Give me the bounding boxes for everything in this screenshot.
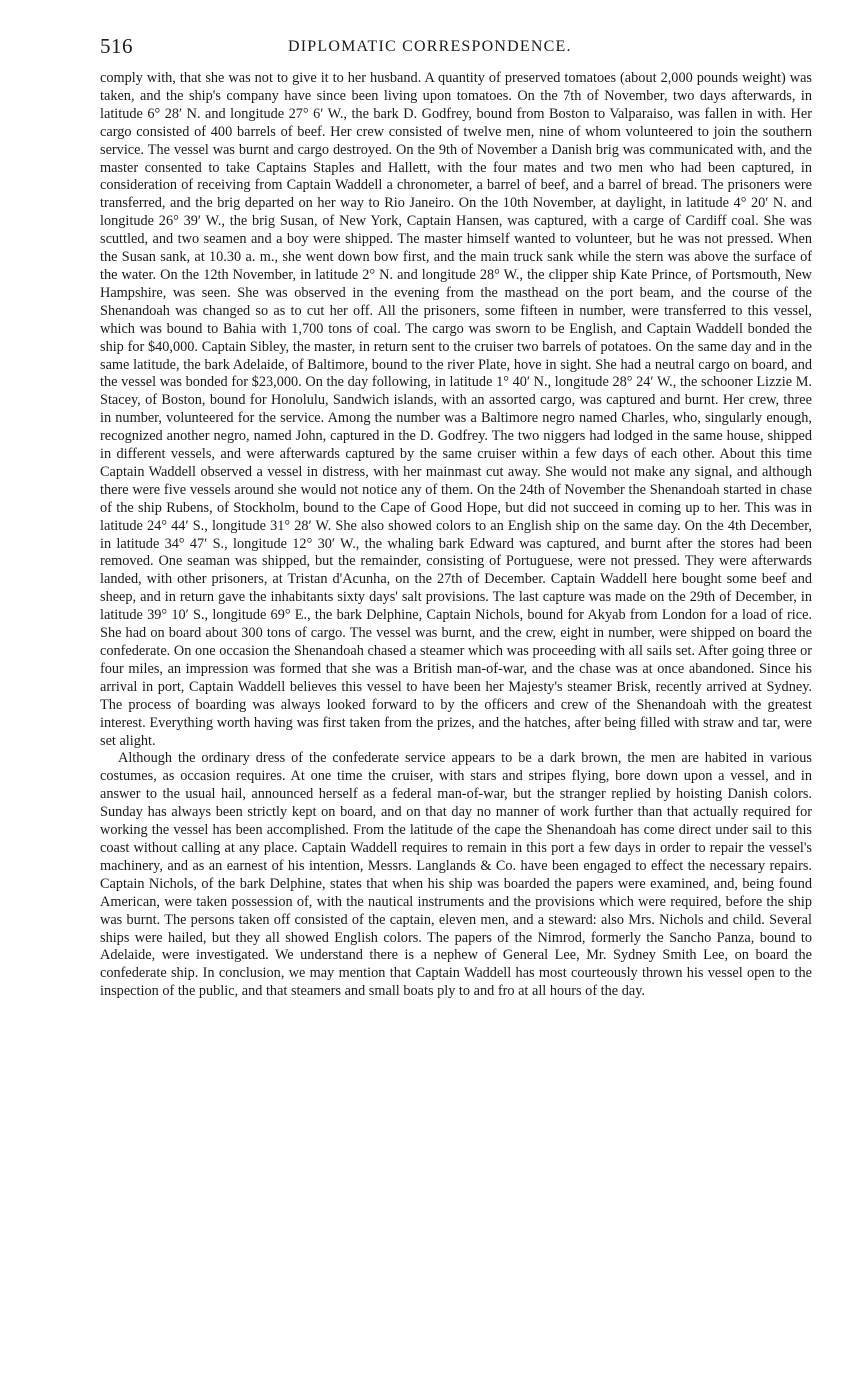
- page-header-title: DIPLOMATIC CORRESPONDENCE.: [288, 38, 572, 55]
- document-page: [100, 34, 812, 1001]
- paragraph-continuation: comply with, that she was not to give it to her husband. A quantity of preserved tomatoes (about 2,000 pounds weight) was taken, and the ship's company have since been living upon tomatoes. On the 7th of November, two days afterwards, in latitude 6° 28′ N. and longitude 27° 6′ W., the bark D. Godfrey, bound from Boston to Valparaiso, was fallen in with. Her cargo consisted of 400 barrels of beef. Her crew consisted of twelve men, nine of whom volunteered to join the southern service. The vessel was burnt and cargo destroyed. On the 9th of November a Danish brig was communicated with, and the master consented to take Captains Staples and Hallett, with the four mates and two men who had been captured, in consideration of receiving from Captain Waddell a chronometer, a barrel of beef, and a barrel of bread. The prisoners were transferred, and the brig departed on her way to Rio Janeiro. On the 10th November, at daylight, in latitude 4° 20′ N. and longitude 26° 39′ W., the brig Susan, of New York, Captain Hansen, was captured, with a carge of Cardiff coal. She was scuttled, and two seamen and a boy were shipped. The master himself wanted to volunteer, but he was not pressed. When the Susan sank, at 10.30 a. m., she went down bow first, and the main truck sank while the stern was above the surface of the water. On the 12th November, in latitude 2° N. and longitude 28° W., the clipper ship Kate Prince, of Portsmouth, New Hampshire, was seen. She was observed in the evening from the masthead on the port beam, and the course of the Shenandoah was changed so as to cut her off. All the prisoners, some fifteen in number, were transferred to this vessel, which was bound to Bahia with 1,700 tons of coal. The cargo was sworn to be English, and Captain Waddell bonded the ship for $40,000. Captain Sibley, the master, in return sent to the cruiser two barrels of potatoes. On the same day and in the same latitude, the bark Adelaide, of Baltimore, bound to the river Plate, hove in sight. She had a neutral cargo on board, and the vessel was bonded for $23,000. On the day following, in latitude 1° 40′ N., longitude 28° 24′ W., the schooner Lizzie M. Stacey, of Boston, bound for Honolulu, Sandwich islands, with an assorted cargo, was captured and burnt. Her crew, three in number, volunteered for the service. Among the number was a Baltimore negro named Charles, who, singularly enough, recognized another negro, named John, captured in the D. Godfrey. The two niggers had lodged in the same house, shipped in different vessels, and were afterwards captured by the same cruiser within a few days of each other. About this time Captain Waddell observed a vessel in distress, with her mainmast cut away. She would not make any signal, and although there were five vessels around she would not notice any of them. On the 24th of November the Shenandoah started in chase of the ship Rubens, of Stockholm, bound to the Cape of Good Hope, but did not succeed in coming up to her. This was in latitude 24° 44′ S., longitude 31° 28′ W. She also showed colors to an English ship on the same day. On the 4th December, in latitude 34° 47′ S., longitude 12° 30′ W., the whaling bark Edward was captured, and burnt after the stores had been removed. One seaman was shipped, but the remainder, consisting of Portuguese, were not pressed. They were afterwards landed, with other prisoners, at Tristan d'Acunha, on the 27th of December. Captain Waddell here bought some beef and sheep, and in return gave the inhabitants sixty days' salt provisions. The last capture was made on the 29th of December, in latitude 39° 10′ S., longitude 69° E., the bark Delphine, Captain Nichols, bound for Akyab from London for a load of rice. She had on board about 300 tons of cargo. The vessel was burnt, and the crew, eight in number, were shipped on board the confederate. On one occasion the Shenandoah chased a steamer which was proceeding with all sails set. After going three or four miles, an impression was formed that she was a British man-of-war, and the chase was at once abandoned. Since his arrival in port, Captain Waddell believes this vessel to have been her Majesty's steamer Brisk, recently arrived at Sydney. The process of boarding was always looked forward to by the officers and crew of the Shenandoah with the greatest interest. Everything worth having was first taken from the prizes, and the hatches, after being filled with straw and tar, were set alight.: [100, 70, 812, 749]
- running-head: [100, 34, 812, 60]
- paragraph: Although the ordinary dress of the confederate service appears to be a dark brown, the men are habited in various costumes, as occasion requires. At one time the cruiser, with stars and stripes flying, bore down upon a vessel, and in answer to the usual hail, announced herself as a federal man-of-war, but the stranger replied by hoisting Danish colors. Sunday has always been strictly kept on board, and on that day no manner of work further than that actually required for working the vessel has been accomplished. From the latitude of the cape the Shenandoah has come direct under sail to this coast without calling at any place. Captain Waddell requires to remain in this port a few days in order to repair the vessel's machinery, and as an earnest of his intention, Messrs. Langlands & Co. have been engaged to effect the necessary repairs. Captain Nichols, of the bark Delphine, states that when his ship was boarded the papers were examined, and, being found American, were taken possession of, with the nautical instruments and the provisions which were required, before the ship was burnt. The persons taken off consisted of the captain, eleven men, and a steward: also Mrs. Nichols and child. Several ships were hailed, but they all showed English colors. The papers of the Nimrod, formerly the Sancho Panza, bound to Adelaide, were investigated. We understand there is a nephew of General Lee, Mr. Sydney Smith Lee, on board the confederate ship. In conclusion, we may mention that Captain Waddell has most courteously thrown his vessel open to the inspection of the public, and that steamers and small boats ply to and fro at all hours of the day.: [100, 750, 812, 1000]
- page-number: 516: [100, 34, 133, 58]
- body-text: [100, 70, 812, 1001]
